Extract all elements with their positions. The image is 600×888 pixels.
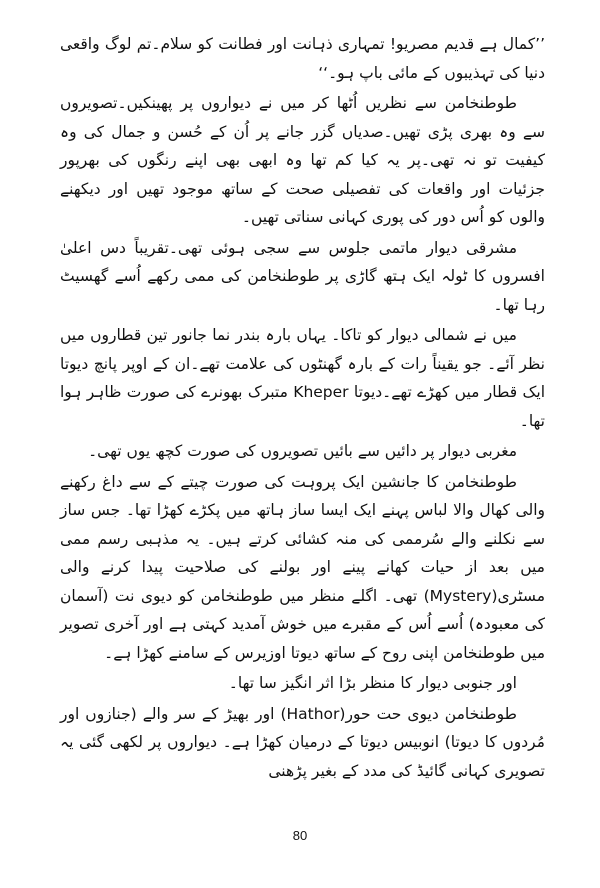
paragraph-east-wall: مشرقی دیوار ماتمی جلوس سے سجی ہوئی تھی۔تقریباً دس اعلیٰ افسروں کا ٹولہ ایک ہتھ گاڑی پر طوطنخامن کی ممی رکھے اُسے گھسیٹ رہا تھا۔: [60, 238, 545, 314]
page-number: 80: [292, 828, 308, 843]
page-text-body: [60, 30, 545, 820]
paragraph-west-wall-intro: مغربی دیوار پر دائیں سے بائیں تصویروں کی صورت کچھ یوں تھی۔: [88, 442, 517, 460]
paragraph-south-wall-intro: اور جنوبی دیوار کا منظر بڑا اثر انگیز سا تھا۔: [228, 674, 517, 692]
paragraph-successor-priest: طوطنخامن کا جانشین ایک پروہت کی صورت چیتے کے سے داغ رکھنے والی کھال والا لباس پہنے ایک ایسا ساز ہاتھ میں پکڑے کھڑا تھا۔ جس ساز سے نکلنے والے سُرممی کی منہ کشائی کرتے ہیں۔ یہ مذہبی رسم ممی میں بعد از حیات کھانے پینے اور بولنے کی صلاحیت پیدا کرنے والی مسٹری(Mystery) تھی۔ اگلے منظر میں طوطنخامن کو دیوی نت (آسمان کی معبودہ) اُسے اُس کے مقبرے میں خوش آمدید کہتی ہے اور آخری تصویر میں طوطنخامن اپنی روح کے ساتھ دیوتا اوزیرس کے سامنے کھڑا ہے۔: [60, 472, 545, 662]
paragraph-hathor-anubis: طوطنخامن دیوی حت حور(Hathor) اور بھیڑ کے سر والے (جنازوں اور مُردوں کا دیوتا) انوبیس دیوتا کے درمیان کھڑا ہے۔ دیواروں پر لکھی گئی یہ تصویری کہانی گائیڈ کی مدد کے بغیر پڑھنی: [60, 704, 545, 780]
paragraph-north-wall: میں نے شمالی دیوار کو تاکا۔ یہاں بارہ بندر نما جانور تین قطاروں میں نظر آئے۔ جو یقیناً رات کے بارہ گھنٹوں کی علامت تھے۔ان کے اوپر پانچ دیوتا ایک قطار میں کھڑے تھے۔دیوتا Kheper متبرک بھونرے کی صورت ظاہر ہوا تھا۔: [60, 326, 545, 430]
paragraph-walls-pictures: طوطنخامن سے نظریں اُٹھا کر میں نے دیواروں پر پھینکیں۔تصویروں سے وہ بھری پڑی تھیں۔صدیاں گزر جانے پر اُن کے حُسن و جمال کی وہ کیفیت تو نہ تھی۔پر یہ کیا کم تھا وہ ابھی بھی اپنے رنگوں کی بھرپور جزئیات اور واقعات کی تفصیلی صحت کے ساتھ موجود تھیں اور دیکھنے والوں کو اُس دور کی پوری کہانی سناتی تھیں۔: [60, 94, 545, 226]
paragraph-quote: ’’کمال ہے قدیم مصریو! تمہاری ذہانت اور فطانت کو سلام۔تم لوگ واقعی دنیا کی تہذیبوں کے مائی باپ ہو۔‘‘: [60, 35, 545, 82]
